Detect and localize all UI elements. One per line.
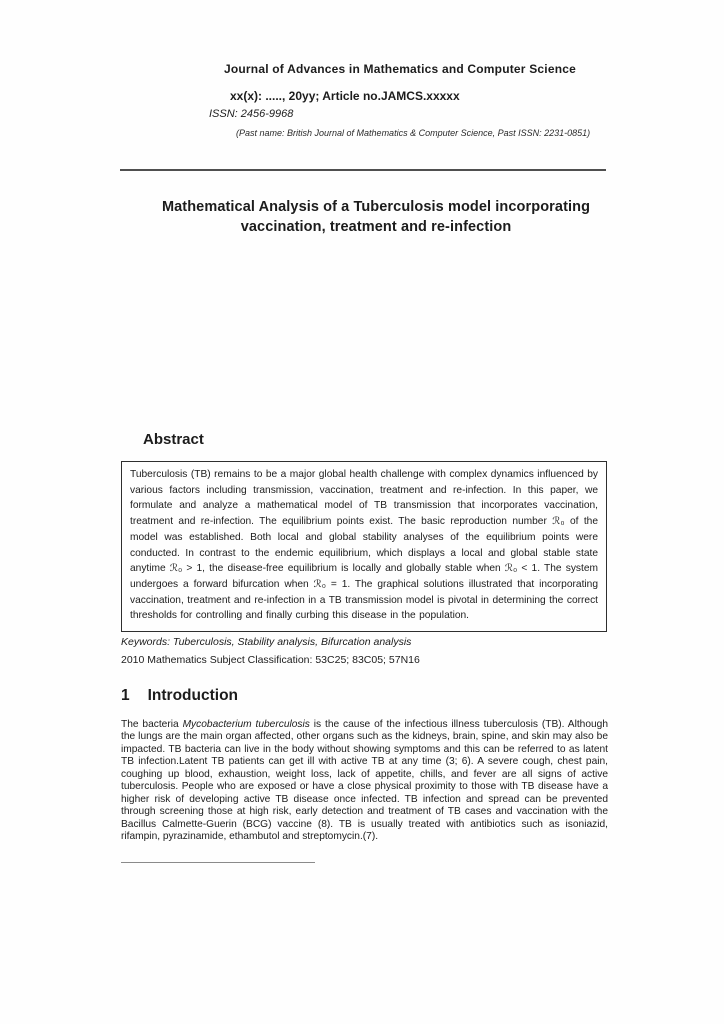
journal-issue-line: xx(x): ....., 20yy; Article no.JAMCS.xxxxx: [230, 89, 460, 103]
journal-past-name: (Past name: British Journal of Mathematics & Computer Science, Past ISSN: 2231-0851): [236, 128, 591, 138]
header-divider-rule: [120, 169, 606, 171]
article-title: Mathematical Analysis of a Tuberculosis model incorporating vaccination, treatment and re-infection: [161, 199, 591, 235]
subject-classification-line: 2010 Mathematics Subject Classification: 53C25; 83C05; 57N16: [121, 654, 420, 666]
abstract-heading: Abstract: [143, 431, 204, 448]
section-title: Introduction: [147, 687, 239, 704]
journal-issn: ISSN: 2456-9968: [209, 108, 294, 120]
intro-text-lead: The bacteria: [121, 719, 183, 730]
abstract-box: [121, 461, 607, 632]
introduction-paragraph: [121, 719, 608, 844]
keywords-line: Keywords: Tuberculosis, Stability analysis, Bifurcation analysis: [121, 636, 412, 648]
abstract-text: Tuberculosis (TB) remains to be a major global health challenge with complex dynamics influenced by various factors including transmission, vaccination, treatment and re-infection. In this paper, we formulate and analyze a mathematical model of TB transmission that incorporates vaccination, treatment and re-infection. The equilibrium points exist. The basic reproduction number ℛ₀ of the model was established. Both local and global stability analyses of the equilibrium points were conducted. In contrast to the endemic equilibrium, which displays a local and global stable state anytime ℛ₀ > 1, the disease-free equilibrium is locally and globally stable when ℛ₀ < 1. The system undergoes a forward bifurcation when ℛ₀ = 1. The graphical solutions illustrated that incorporating vaccination, treatment and re-infection in a TB transmission model is pivotal in determining the correct thresholds for controlling and finally curbing this disease in the population.: [130, 469, 598, 622]
section-number: 1: [121, 687, 130, 704]
journal-name: Journal of Advances in Mathematics and Computer Science: [224, 62, 576, 76]
section-heading-introduction: [121, 687, 238, 705]
intro-text-rest: is the cause of the infectious illness tuberculosis (TB). Although the lungs are the main organ affected, other organs such as the kidneys, brain, spine, and skin may also be impacted. TB bacteria can live in the body without showing symptoms and this can be referred to as latent TB infection.Latent TB patients can get ill with active TB at any time (3; 6). A severe cough, chest pain, coughing up blood, exhaustion, weight loss, lack of appetite, chills, and fever are all signs of active tuberculosis. People who are exposed or have a close physical proximity to those with TB disease have a higher risk of developing active TB disease once infected. TB infection and spread can be prevented through screening those at high risk, early detection and treatment of TB cases and vaccination with the Bacillus Calmette-Guerin (BCG) vaccine (8). TB is usually treated with antibiotics such as isoniazid, rifampin, pyrazinamide, ethambutol and streptomycin.(7).: [121, 719, 608, 843]
footnote-rule: [121, 862, 315, 863]
intro-species-name: Mycobacterium tuberculosis: [182, 719, 310, 730]
